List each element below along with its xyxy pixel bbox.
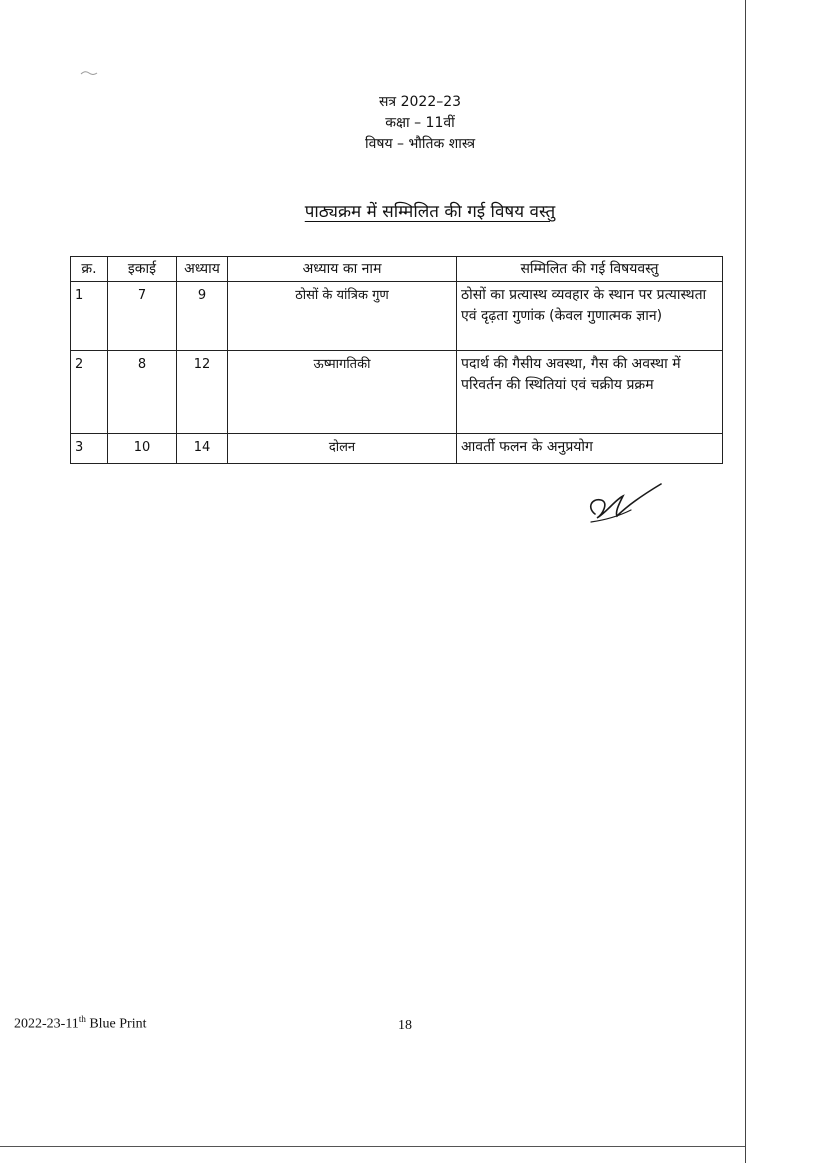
cell-sn: 2 bbox=[71, 351, 108, 434]
table-row bbox=[71, 434, 723, 464]
cell-unit: 8 bbox=[108, 351, 177, 434]
session-line: सत्र 2022–23 bbox=[378, 94, 462, 110]
page-edge-bottom bbox=[0, 1146, 745, 1147]
col-header-unit: इकाई bbox=[108, 257, 177, 282]
cell-chapter-name: ठोसों के यांत्रिक गुण bbox=[228, 282, 457, 351]
cell-content: ठोसों का प्रत्यास्थ व्यवहार के स्थान पर प्रत्यास्थता एवं दृढ़ता गुणांक (केवल गुणात्मक ज्ञान) bbox=[457, 282, 723, 351]
col-header-chapter-name: अध्याय का नाम bbox=[228, 257, 457, 282]
footer-doc-label-suffix: Blue Print bbox=[85, 1016, 147, 1032]
scan-speck-mark bbox=[78, 68, 104, 78]
cell-chapter: 9 bbox=[177, 282, 228, 351]
col-header-chapter: अध्याय bbox=[177, 257, 228, 282]
cell-unit: 7 bbox=[108, 282, 177, 351]
class-line: कक्षा – 11वीं bbox=[385, 115, 455, 131]
cell-chapter-name: दोलन bbox=[228, 434, 457, 464]
subject-line: विषय – भौतिक शास्त्र bbox=[364, 136, 476, 152]
syllabus-table bbox=[70, 256, 723, 464]
cell-chapter-name: ऊष्मागतिकी bbox=[228, 351, 457, 434]
page-edge-right bbox=[745, 0, 746, 1163]
col-header-content: सम्मिलित की गई विषयवस्तु bbox=[457, 257, 723, 282]
syllabus-heading-text: पाठ्यक्रम में सम्मिलित की गई विषय वस्तु bbox=[304, 202, 556, 222]
cell-sn: 3 bbox=[71, 434, 108, 464]
footer-doc-label-sup: th bbox=[78, 1014, 86, 1024]
document-header bbox=[250, 92, 590, 155]
cell-unit: 10 bbox=[108, 434, 177, 464]
cell-content: आवर्ती फलन के अनुप्रयोग bbox=[457, 434, 723, 464]
table-header-row bbox=[71, 257, 723, 282]
signature-mark bbox=[585, 478, 671, 528]
table-row bbox=[71, 282, 723, 351]
footer-doc-label-prefix: 2022-23-11 bbox=[14, 1016, 79, 1032]
cell-chapter: 12 bbox=[177, 351, 228, 434]
cell-sn: 1 bbox=[71, 282, 108, 351]
table-row bbox=[71, 351, 723, 434]
cell-content: पदार्थ की गैसीय अवस्था, गैस की अवस्था में परिवर्तन की स्थितियां एवं चक्रीय प्रक्रम bbox=[457, 351, 723, 434]
page-number: 18 bbox=[398, 1018, 412, 1033]
syllabus-heading bbox=[180, 199, 680, 222]
cell-chapter: 14 bbox=[177, 434, 228, 464]
footer-doc-label bbox=[14, 1014, 147, 1033]
col-header-sn: क्र. bbox=[71, 257, 108, 282]
